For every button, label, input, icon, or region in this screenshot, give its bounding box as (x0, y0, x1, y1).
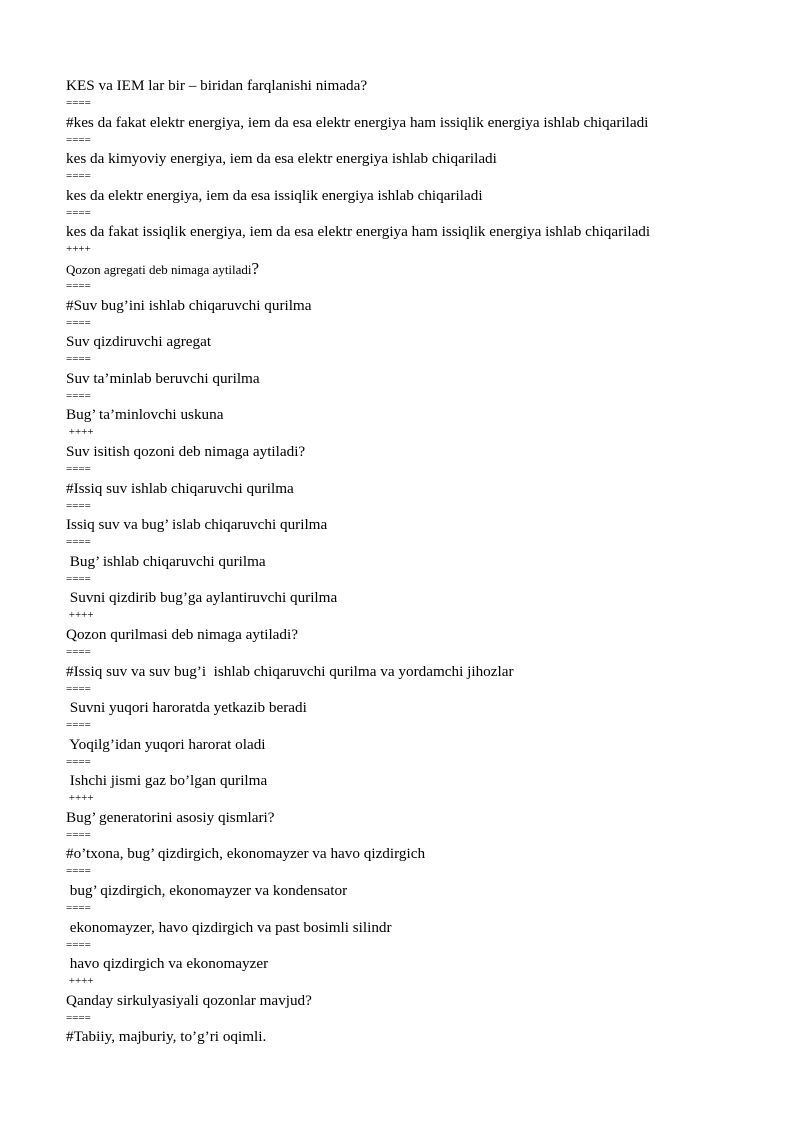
text-line: Suv isitish qozoni deb nimaga aytiladi? (66, 442, 306, 460)
text-line: Suvni qizdirib bug’ga aylantiruvchi qurilma (66, 589, 338, 607)
text-line: #Tabiiy, majburiy, to’g’ri oqimli. (66, 1028, 267, 1046)
separator-line: ==== (66, 755, 91, 768)
separator-line: ==== (66, 1011, 91, 1024)
text-line: Suv qizdiruvchi agregat (66, 333, 212, 351)
separator-line: ==== (66, 938, 91, 951)
separator-line: ==== (66, 316, 91, 329)
separator-line: ==== (66, 133, 91, 146)
separator-line: ==== (66, 902, 91, 915)
separator-line: ==== (66, 97, 91, 109)
text-line: kes da kimyoviy energiya, iem da esa elektr energiya ishlab chiqariladi (66, 150, 497, 168)
text-line: Bug’ ta’minlovchi uskuna (66, 406, 224, 424)
document-page (66, 76, 766, 1046)
question-text: Qozon agregati deb nimaga aytiladi (66, 261, 252, 277)
text-line: #Suv bug’ini ishlab chiqaruvchi qurilma (66, 296, 312, 314)
text-line: #kes da fakat elektr energiya, iem da esa elektr energiya ham issiqlik energiya ishlab chiqariladi (66, 113, 649, 131)
separator-line: ==== (66, 499, 91, 512)
text-line: ekonomayzer, havo qizdirgich va past bosimli silindr (66, 918, 392, 936)
text-line: #Issiq suv ishlab chiqaruvchi qurilma (66, 479, 294, 497)
separator-line: ++++ (66, 792, 94, 805)
text-line: Bug’ generatorini asosiy qismlari? (66, 808, 275, 826)
text-line: #Issiq suv va suv bug’i ishlab chiqaruvchi qurilma va yordamchi jihozlar (66, 662, 514, 680)
separator-line: ==== (66, 572, 91, 585)
text-line: Yoqilg’idan yuqori harorat oladi (66, 735, 266, 753)
separator-line: ==== (66, 682, 91, 695)
separator-line: ++++ (66, 609, 94, 622)
text-line: havo qizdirgich va ekonomayzer (66, 955, 269, 973)
text-line: Suvni yuqori haroratda yetkazib beradi (66, 699, 307, 717)
question-line (66, 259, 766, 278)
separator-line: ==== (66, 645, 91, 658)
separator-line: ==== (66, 865, 91, 878)
text-line: Issiq suv va bug’ islab chiqaruvchi qurilma (66, 516, 328, 534)
text-line: bug’ qizdirgich, ekonomayzer va kondensator (66, 882, 348, 900)
separator-line: ++++ (66, 975, 94, 988)
text-line: Qanday sirkulyasiyali qozonlar mavjud? (66, 991, 312, 1009)
text-line: Ishchi jismi gaz bo’lgan qurilma (66, 772, 268, 790)
separator-line: ==== (66, 389, 91, 402)
text-line: KES va IEM lar bir – biridan farqlanishi nimada? (66, 77, 368, 94)
separator-line: ==== (66, 279, 91, 292)
text-line: #o’txona, bug’ qizdirgich, ekonomayzer va havo qizdirgich (66, 845, 426, 863)
text-line: Bug’ ishlab chiqaruvchi qurilma (66, 552, 266, 570)
separator-line: ==== (66, 719, 91, 732)
separator-line: ++++ (66, 243, 91, 256)
text-line: Qozon qurilmasi deb nimaga aytiladi? (66, 625, 298, 643)
question-mark: ? (251, 258, 260, 278)
separator-line: ==== (66, 170, 91, 183)
separator-line: ==== (66, 462, 91, 475)
separator-line: ==== (66, 206, 91, 219)
text-line: Suv ta’minlab beruvchi qurilma (66, 369, 260, 387)
separator-line: ==== (66, 536, 91, 549)
separator-line: ++++ (66, 426, 94, 439)
text-line: kes da elektr energiya, iem da esa issiqlik energiya ishlab chiqariladi (66, 186, 483, 204)
text-line: kes da fakat issiqlik energiya, iem da esa elektr energiya ham issiqlik energiya ishlab chiqariladi (66, 223, 651, 241)
separator-line: ==== (66, 353, 91, 366)
separator-line: ==== (66, 828, 91, 841)
